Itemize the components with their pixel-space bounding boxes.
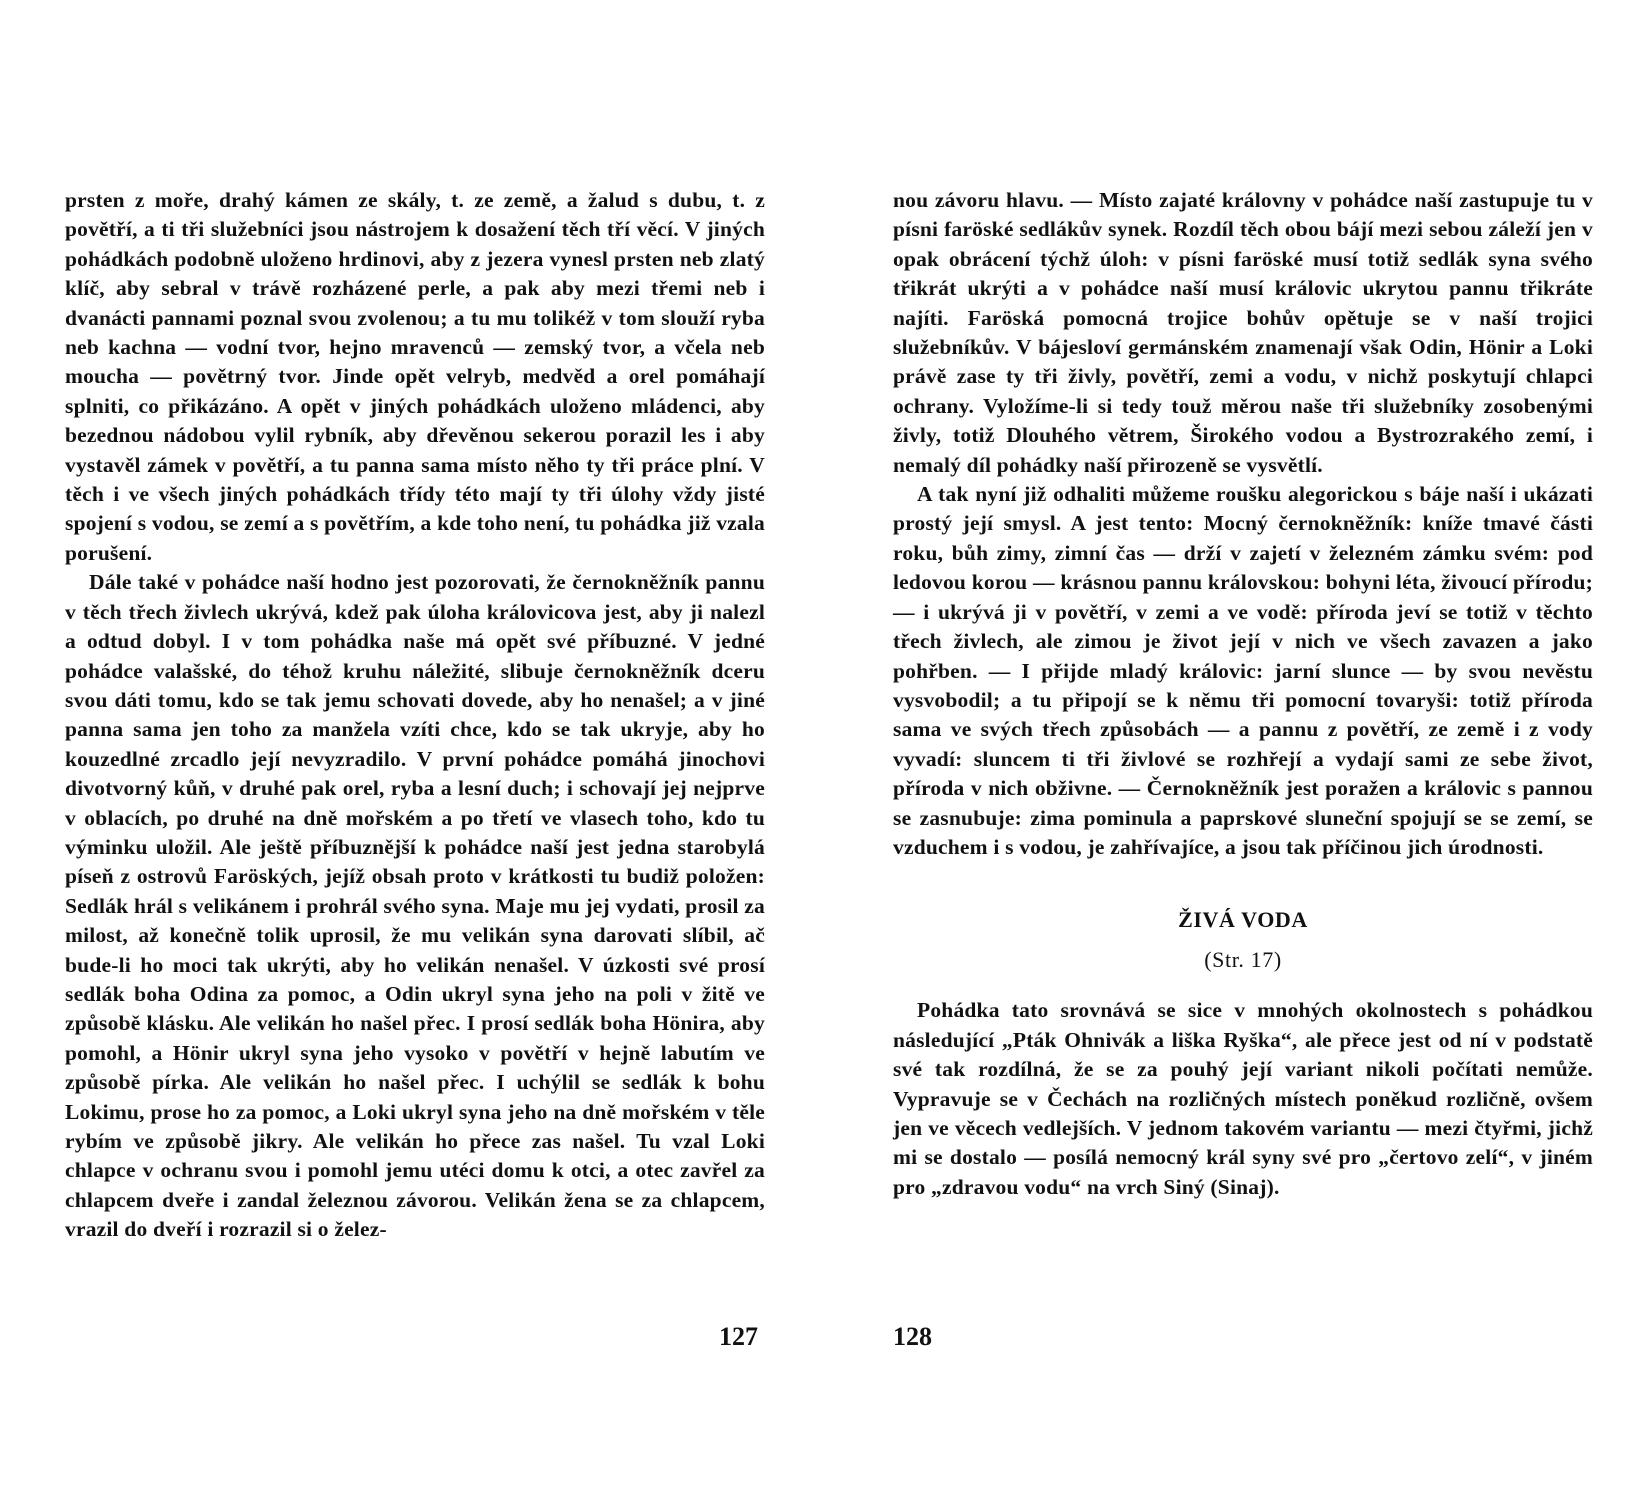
right-page [893, 186, 1593, 1202]
left-page-paragraph: Dále také v pohádce naší hodno jest pozorovati, že černokněžník pannu v těch třech živlech ukrývá, kdež pak úloha královicova jest, aby ji nalezl a odtud dobyl. I v tom pohádka naše má opět své příbuzné. V jedné pohádce valašské, do téhož kruhu náležité, slibuje černokněžník dceru svou dáti tomu, kdo se tak jemu schovati dovede, aby ho nenašel; a v jiné panna sama jen toho za manžela vzíti chce, kdo se tak ukryje, aby ho kouzedlné zrcadlo její nevyzradilo. V první pohádce pomáhá jinochovi divotvorný kůň, v druhé pak orel, ryba a lesní duch; i schovají jej nejprve v oblacích, po druhé na dně mořském a po třetí ve vlasech toho, kdo tu výminku uložil. Ale ještě příbuznější k pohádce naší jest jedna starobylá píseň z ostrovů Faröských, jejíž obsah proto v krátkosti tu budiž položen: Sedlák hrál s velikánem i prohrál svého syna. Maje mu jej vydati, prosil za milost, až konečně tolik uprosil, že mu velikán syna darovati slíbil, ač bude-li ho moci tak ukrýti, aby ho velikán nenašel. V úzkosti své prosí sedlák boha Odina za pomoc, a Odin ukryl syna jeho na poli v žitě ve způsobě klásku. Ale velikán ho našel přec. I prosí sedlák boha Hönira, aby pomohl, a Hönir ukryl syna jeho vysoko v povětří v hejně labutím ve způsobě pírka. Ale velikán ho našel přec. I uchýlil se sedlák k bohu Lokimu, prose ho za pomoc, a Loki ukryl syna jeho na dně mořském v těle rybím ve způsobě jikry. Ale velikán ho přece zas našel. Tu vzal Loki chlapce v ochranu svou i pomohl jemu utéci domu k otci, a otec zavřel za chlapcem dveře i zandal železnou závorou. Velikán žena se za chlapcem, vrazil do dveří i rozrazil si o želez- [65, 570, 765, 1242]
left-page [65, 186, 765, 1245]
page-number-left: 127 [719, 1322, 758, 1351]
right-page-paragraph: Pohádka tato srovnává se sice v mnohých okolnostech s pohádkou následující „Pták Ohnivák a liška Ryška“, ale přece jest od ní v podstatě své tak rozdílná, že se za pouhý její variant nikoli počítati nemůže. Vypravuje se v Čechách na rozličných místech poněkud rozličně, ovšem jen ve věcech vedlejších. V jednom takovém variantu — mezi čtyřmi, jichž mi se dostalo — posílá nemocný král syny své pro „čertovo zelí“, v jiném pro „zdravou vodu“ na vrch Siný (Sinaj). [893, 998, 1593, 1199]
section-title: ŽIVÁ VODA [1178, 907, 1308, 933]
page-number-right: 128 [893, 1322, 932, 1351]
right-page-paragraph: A tak nyní již odhaliti můžeme roušku alegorickou s báje naší i ukázati prostý její smysl. A jest tento: Mocný černokněžník: kníže tmavé části roku, bůh zimy, zimní čas — drží v zajetí v železném zámku svém: pod ledovou korou — krásnou pannu královskou: bohyni léta, živoucí přírodu; — i ukrývá ji v povětří, v zemi a ve vodě: příroda jeví se totiž v těchto třech živlech, ale zimou je život její v nich ve všech zavazen a jako pohřben. — I přijde mladý královic: jarní slunce — by svou nevěstu vysvobodil; a tu připojí se k němu tři pomocní tovaryši: totiž příroda sama ve svých třech způsobách — a pannu z povětří, ze země i z vody vyvadí: sluncem ti tři živlové se rozhřejí a vydají sami ze sebe život, příroda v nich obživne. — Černokněžník jest poražen a královic s pannou se zasnubuje: zima pominula a paprskové sluneční spojují se se zemí, se vzduchem i s vodou, je zahřívajíce, a jsou tak příčinou jich úrodnosti. [893, 482, 1593, 859]
section-subtitle: (Str. 17) [1204, 947, 1282, 973]
left-page-paragraph: prsten z moře, drahý kámen ze skály, t. ze země, a žalud s dubu, t. z povětří, a ti tři služebníci jsou nástrojem k dosažení těch tří věcí. V jiných pohádkách podobně uloženo hrdinovi, aby z jezera vynesl prsten neb zlatý klíč, aby sebral v trávě rozházené perle, a pak aby mezi třemi neb i dvanácti pannami poznal svou zvolenou; a tu mu tolikéž v tom slouží ryba neb kachna — vodní tvor, hejno mravenců — zemský tvor, a včela neb moucha — povětrný tvor. Jinde opět velryb, medvěd a orel pomáhají splniti, co přikázáno. A opět v jiných pohádkách uloženo mládenci, aby bezednou nádobou vylil rybník, aby dřevěnou sekerou porazil les i aby vystavěl zámek v povětří, a tu panna sama místo něho ty tři práce plní. V těch i ve všech jiných pohádkách třídy této mají ty tři úlohy vždy jisté spojení s vodou, se zemí a s povětřím, a kde toho není, tu pohádka již vzala porušení. [65, 188, 765, 565]
right-page-paragraph: nou závoru hlavu. — Místo zajaté královny v pohádce naší zastupuje tu v písni faröské sedlákův synek. Rozdíl těch obou bájí mezi sebou záleží jen v opak obrácení týchž úloh: v písni faröské musí totiž sedlák syna svého třikrát ukrýti a v pohádce naší musí královic ukrytou pannu třikráte najíti. Faröská pomocná trojice bohův opětuje se v naší trojici služebníkův. V bájesloví germánském znamenají však Odin, Hönir a Loki právě zase ty tři živly, povětří, zemi a vodu, v nichž poskytují chlapci ochrany. Vyložíme-li si tedy touž měrou naše tři služebníky zosobenými živly, totiž Dlouhého větrem, Širokého vodou a Bystrozrakého zemí, i nemalý díl pohádky naší přirozeně se vysvětlí. [893, 188, 1593, 477]
